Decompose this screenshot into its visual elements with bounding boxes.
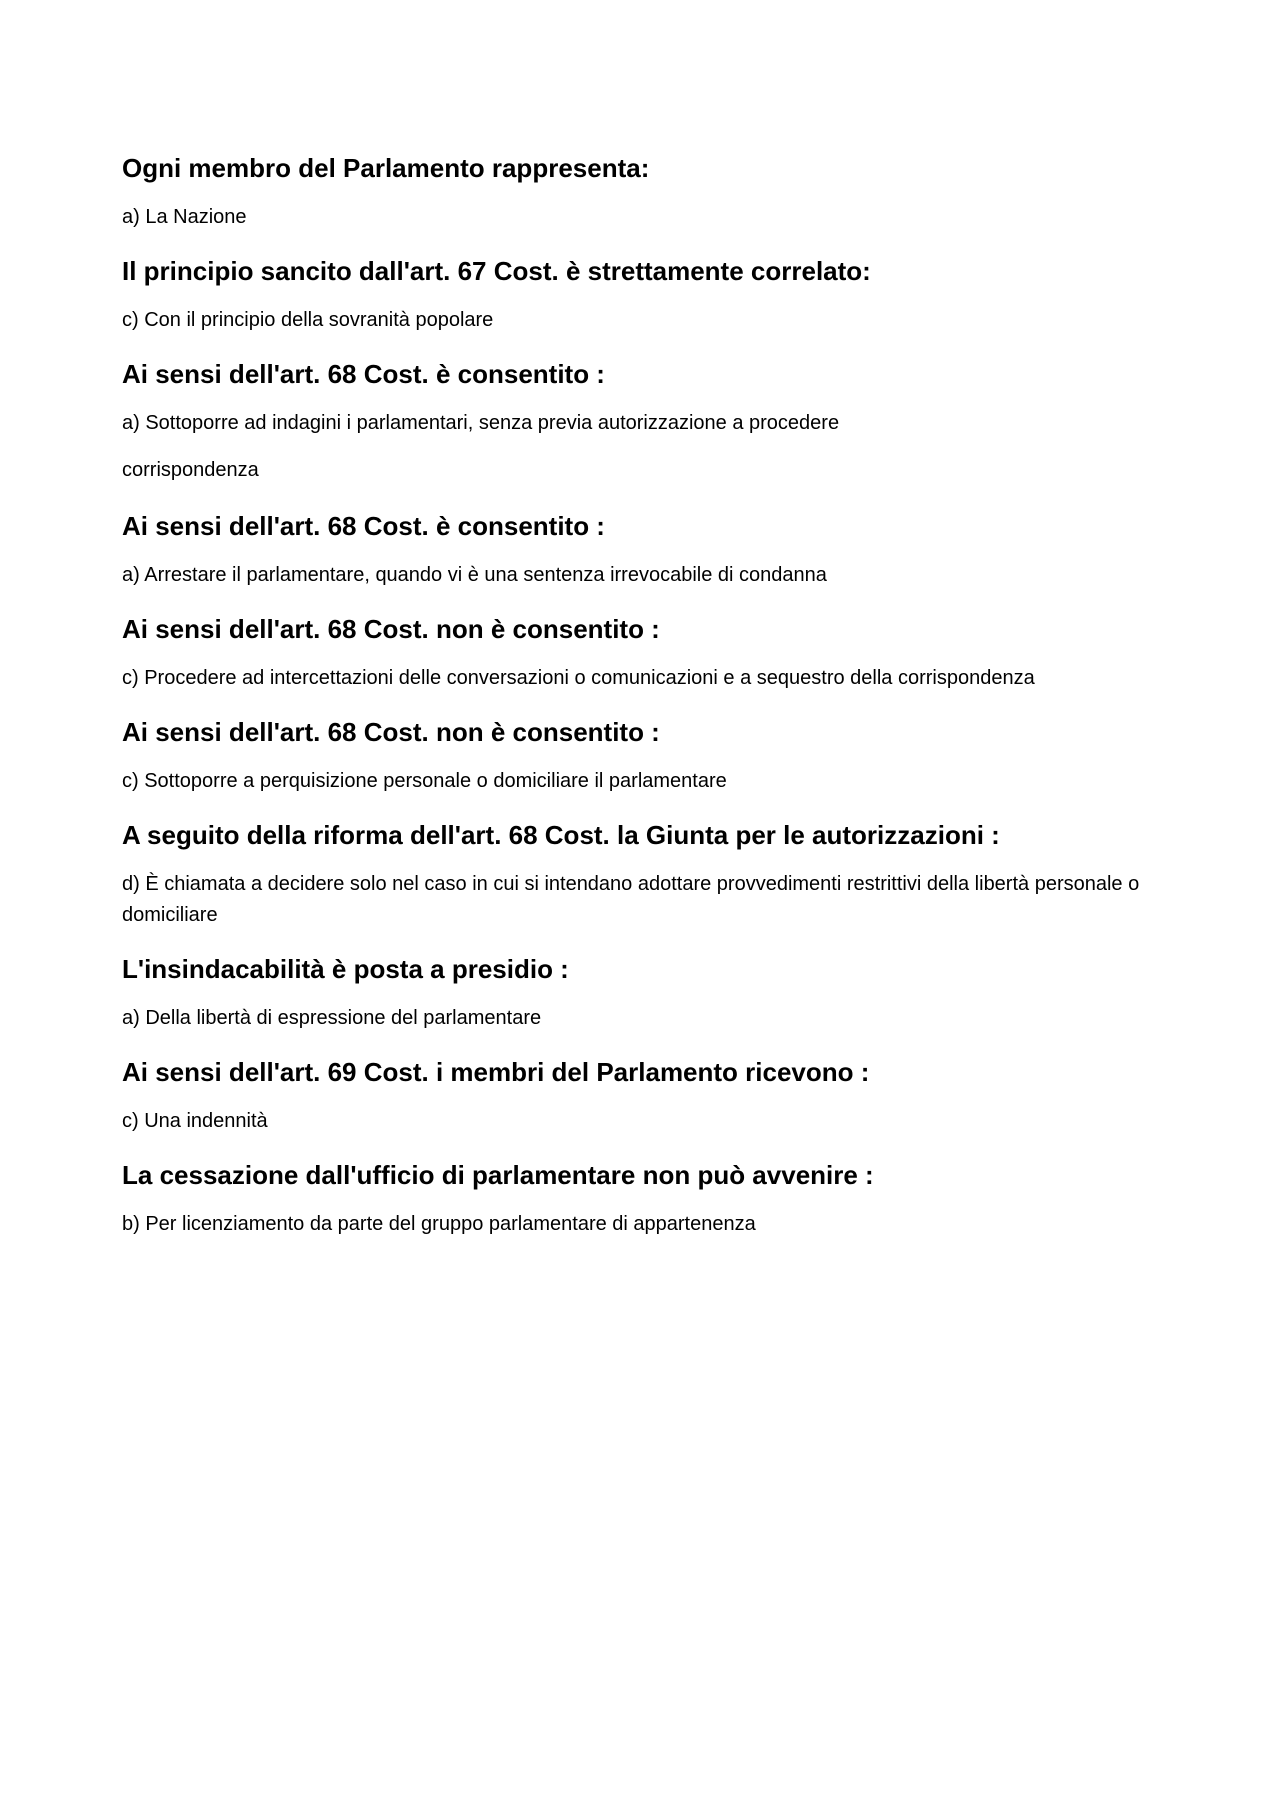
question-heading: A seguito della riforma dell'art. 68 Cost. la Giunta per le autorizzazioni : bbox=[122, 820, 1000, 850]
answer-text: a) Sottoporre ad indagini i parlamentari, senza previa autorizzazione a procedere bbox=[122, 412, 840, 434]
question-heading: La cessazione dall'ufficio di parlamentare non può avvenire : bbox=[122, 1160, 874, 1190]
question-heading: Il principio sancito dall'art. 67 Cost. è strettamente correlato: bbox=[122, 256, 871, 286]
answer-text: a) La Nazione bbox=[122, 206, 247, 228]
question-heading: Ai sensi dell'art. 68 Cost. non è consentito : bbox=[122, 614, 660, 644]
answer-text: c) Una indennità bbox=[122, 1110, 268, 1132]
qa-item bbox=[122, 817, 1162, 931]
answer-text: d) È chiamata a decidere solo nel caso in cui si intendano adottare provvedimenti restrittivi della libertà personale o domiciliare bbox=[122, 873, 1140, 926]
qa-item bbox=[122, 150, 1162, 233]
answer-text: a) Della libertà di espressione del parlamentare bbox=[122, 1007, 542, 1029]
answer-text: a) Arrestare il parlamentare, quando vi è una sentenza irrevocabile di condanna bbox=[122, 564, 827, 586]
question-heading: Ai sensi dell'art. 68 Cost. è consentito : bbox=[122, 359, 605, 389]
document-content bbox=[122, 150, 1162, 1260]
qa-item bbox=[122, 253, 1162, 336]
answer-text: b) Per licenziamento da parte del gruppo parlamentare di appartenenza bbox=[122, 1213, 756, 1235]
question-heading: Ai sensi dell'art. 68 Cost. è consentito : bbox=[122, 511, 605, 541]
answer-continuation: corrispondenza bbox=[122, 459, 259, 481]
question-heading: Ai sensi dell'art. 69 Cost. i membri del Parlamento ricevono : bbox=[122, 1057, 870, 1087]
qa-item bbox=[122, 714, 1162, 797]
answer-text: c) Procedere ad intercettazioni delle conversazioni o comunicazioni e a sequestro della corrispondenza bbox=[122, 667, 1035, 689]
qa-item bbox=[122, 1157, 1162, 1240]
qa-item bbox=[122, 356, 1162, 486]
question-heading: Ai sensi dell'art. 68 Cost. non è consentito : bbox=[122, 717, 660, 747]
qa-item bbox=[122, 1054, 1162, 1137]
question-heading: L'insindacabilità è posta a presidio : bbox=[122, 954, 569, 984]
qa-item bbox=[122, 508, 1162, 591]
qa-item bbox=[122, 611, 1162, 694]
qa-item bbox=[122, 951, 1162, 1034]
answer-text: c) Con il principio della sovranità popolare bbox=[122, 309, 494, 331]
question-heading: Ogni membro del Parlamento rappresenta: bbox=[122, 153, 650, 183]
answer-text: c) Sottoporre a perquisizione personale o domiciliare il parlamentare bbox=[122, 770, 727, 792]
